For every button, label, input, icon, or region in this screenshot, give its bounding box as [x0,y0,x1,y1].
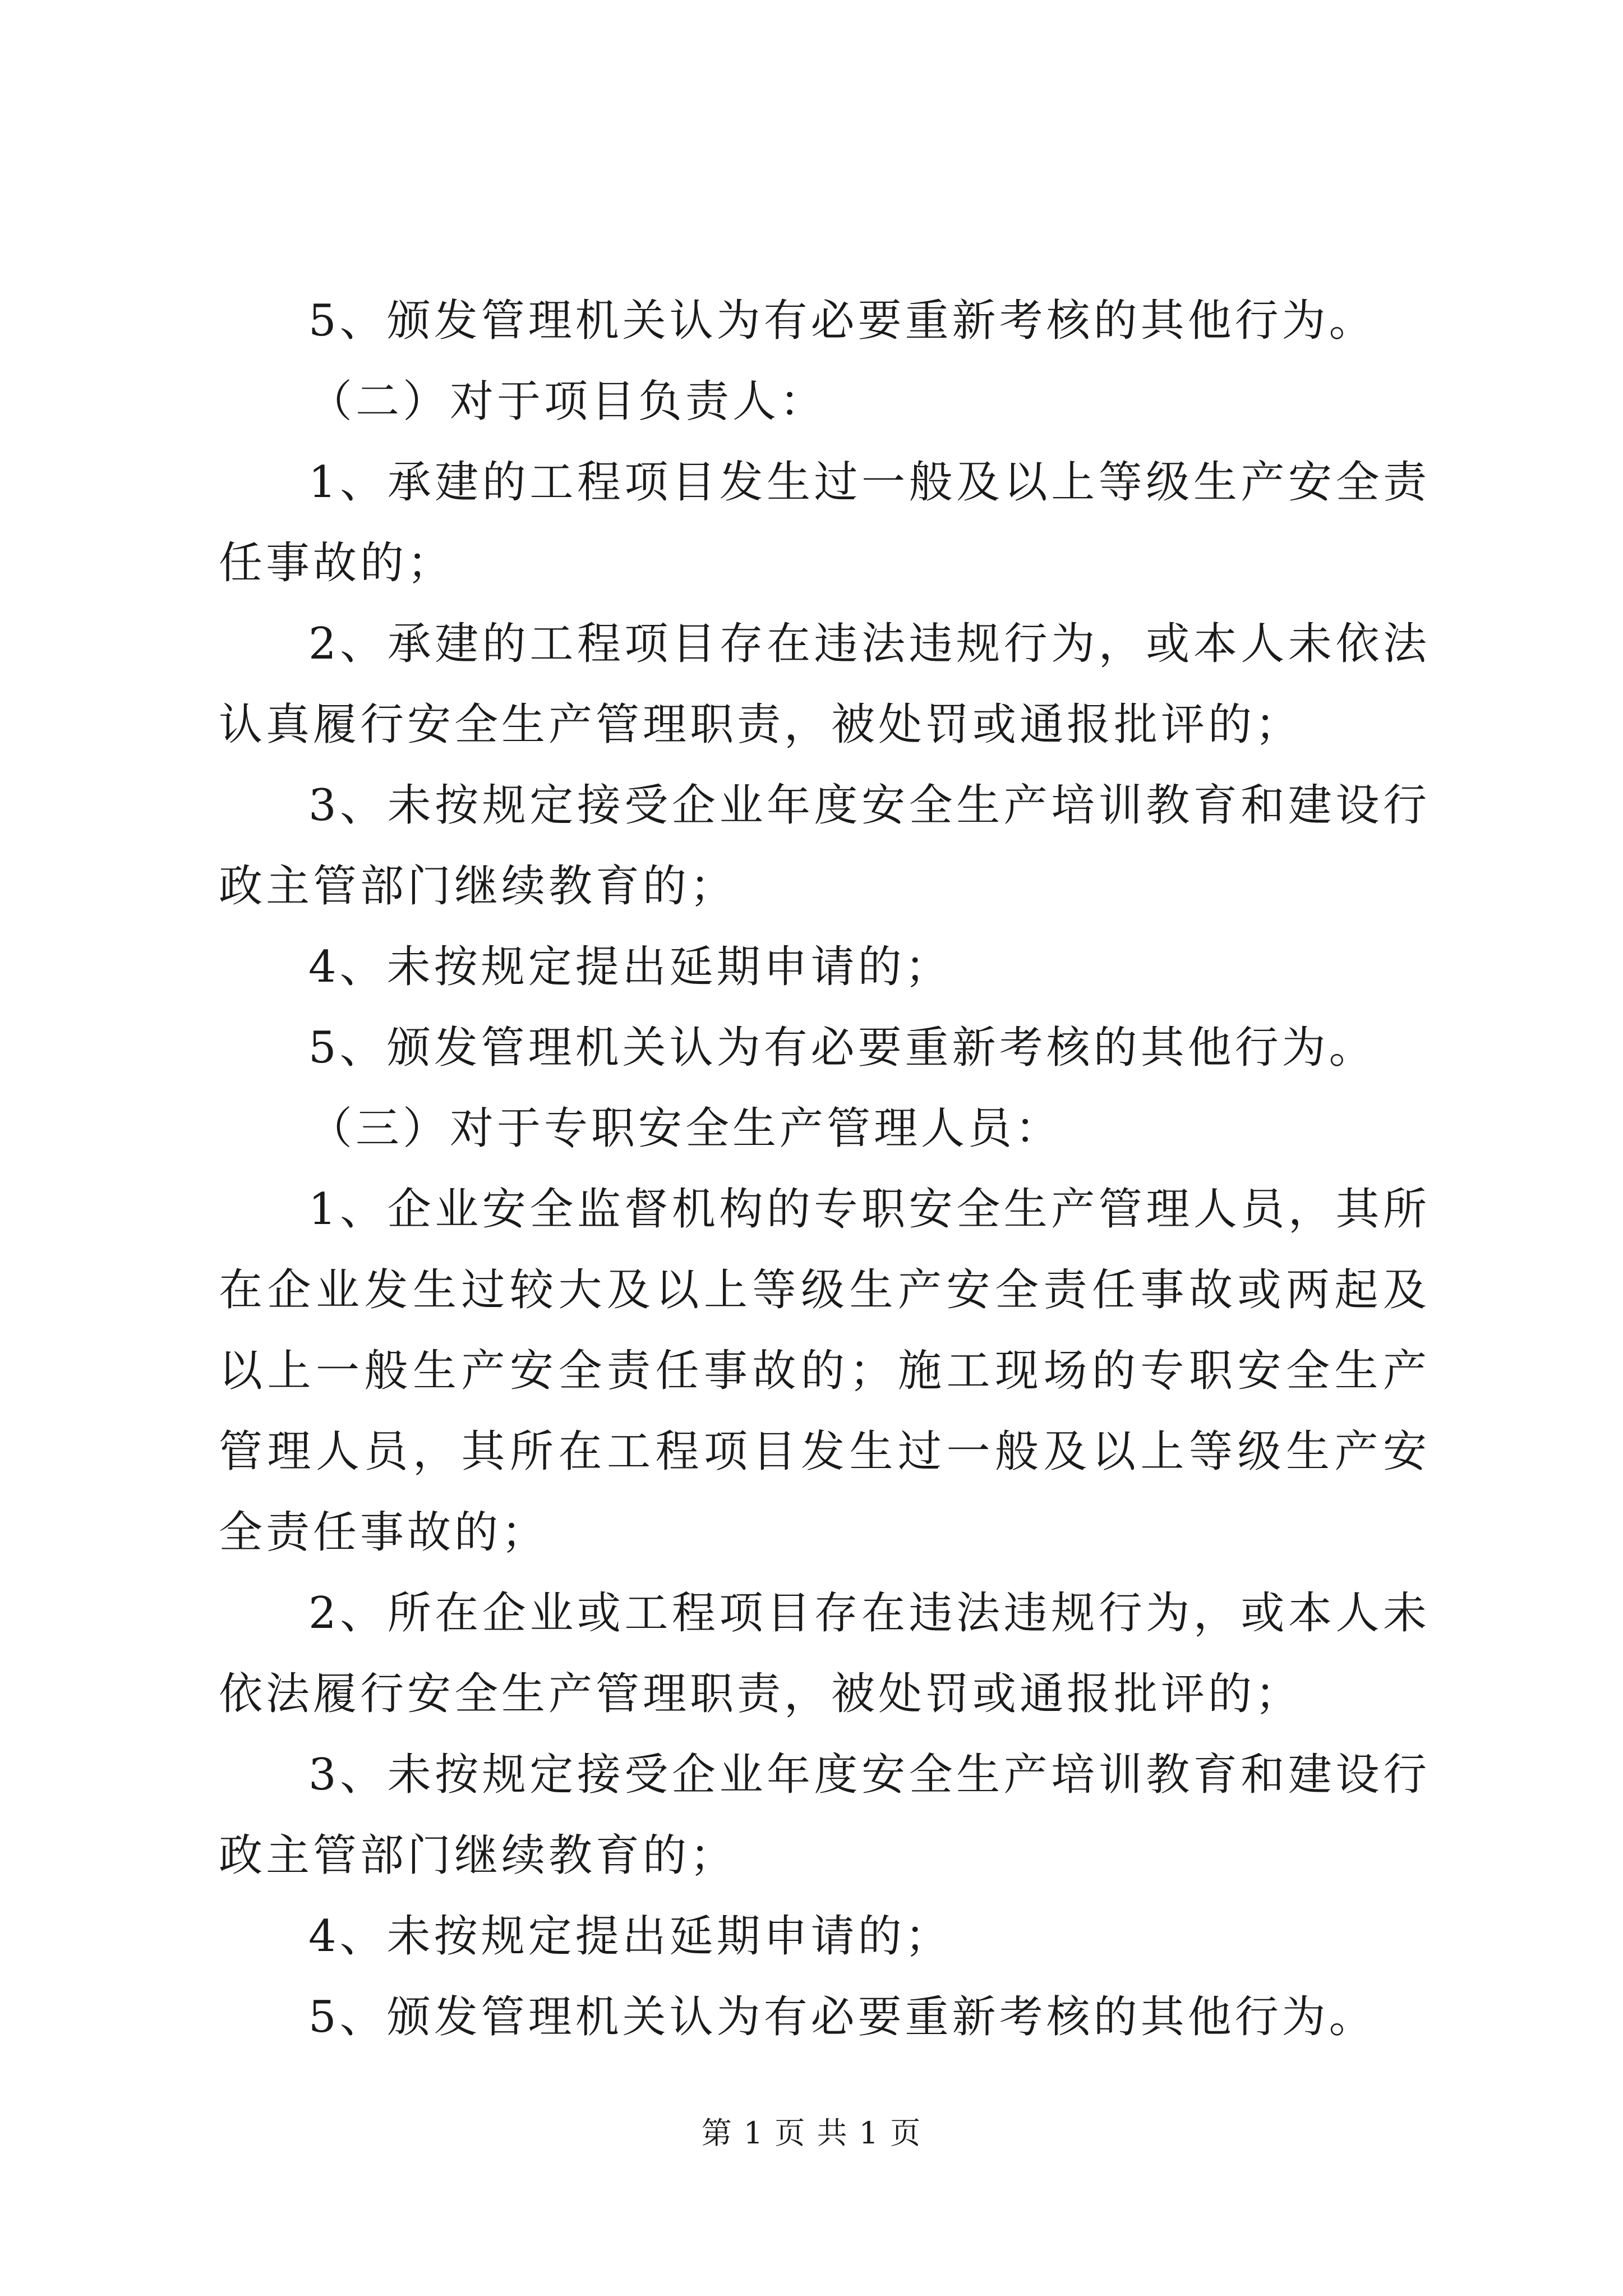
paragraph-item-5: 5、颁发管理机关认为有必要重新考核的其他行为。 [308,1992,1376,2042]
paragraph-item-4: 4、未按规定提出延期申请的； [308,1911,952,1962]
paragraph-item-2: 2、承建的工程项目存在违法违规行为，或本人未依法认真履行安全生产管理职责，被处罚或通报批评的； [219,619,1430,750]
paragraph-item-1: 1、承建的工程项目发生过一般及以上等级生产安全责任事故的； [219,457,1430,588]
paragraph-item-5: 5、颁发管理机关认为有必要重新考核的其他行为。 [308,1023,1376,1073]
paragraph-item-4: 4、未按规定提出延期申请的； [308,942,952,992]
paragraph-item-5-other: 5、颁发管理机关认为有必要重新考核的其他行为。 [308,296,1376,346]
paragraph-item-3: 3、未按规定接受企业年度安全生产培训教育和建设行政主管部门继续教育的； [219,1750,1430,1881]
section-heading-project-leader: （二）对于项目负责人： [308,376,827,427]
paragraph-item-1: 1、企业安全监督机构的专职安全生产管理人员，其所在企业发生过较大及以上等级生产安全责任事故或两起及以上一般生产安全责任事故的；施工现场的专职安全生产管理人员，其所在工程项目发生过一般及以上等级生产安全责任事故的； [219,1184,1430,1558]
paragraph-item-3: 3、未按规定接受企业年度安全生产培训教育和建设行政主管部门继续教育的； [219,780,1430,912]
document-body [219,280,1430,2058]
section-heading-safety-staff: （三）对于专职安全生产管理人员： [308,1103,1063,1154]
page-number-footer: 第 1 页 共 1 页 [701,2115,922,2151]
paragraph-item-2: 2、所在企业或工程项目存在违法违规行为，或本人未依法履行安全生产管理职责，被处罚或通报批评的； [219,1588,1430,1719]
